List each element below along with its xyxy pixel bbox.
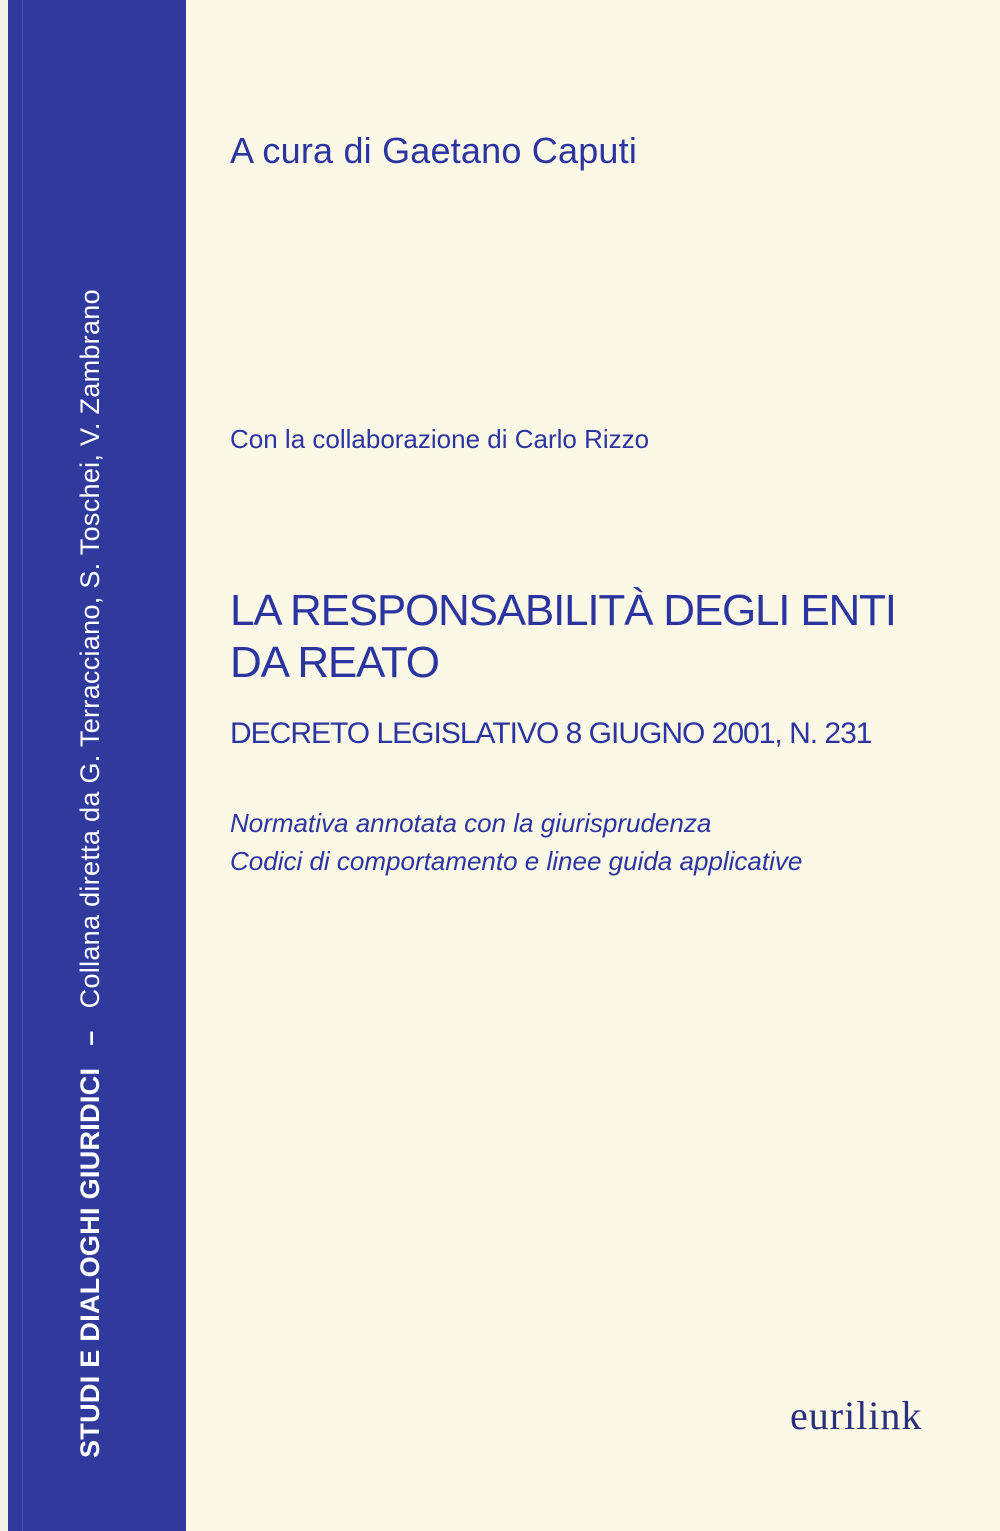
band-divider bbox=[22, 0, 23, 1531]
collaboration-credit: Con la collaborazione di Carlo Rizzo bbox=[230, 424, 650, 454]
spine-edge bbox=[0, 0, 8, 1531]
curator-credit: A cura di Gaetano Caputi bbox=[230, 130, 638, 171]
series-title bbox=[75, 289, 106, 1458]
description-line-2: Codici di comportamento e linee guida applicative bbox=[230, 846, 803, 876]
series-editors: Collana diretta da G. Terracciano, S. Toschei, V. Zambrano bbox=[75, 289, 105, 1009]
book-title bbox=[230, 585, 995, 689]
description-line-1: Normativa annotata con la giurisprudenza bbox=[230, 808, 712, 838]
series-name: STUDI E DIALOGHI GIURIDICI bbox=[75, 1067, 105, 1458]
title-line-2: DA REATO bbox=[230, 638, 439, 687]
title-line-1: LA RESPONSABILITÀ DEGLI ENTI bbox=[230, 586, 896, 635]
publisher-logo: eurilink bbox=[790, 1393, 923, 1438]
series-separator: – bbox=[75, 1030, 105, 1046]
book-subtitle: DECRETO LEGISLATIVO 8 GIUGNO 2001, N. 231 bbox=[230, 717, 872, 750]
